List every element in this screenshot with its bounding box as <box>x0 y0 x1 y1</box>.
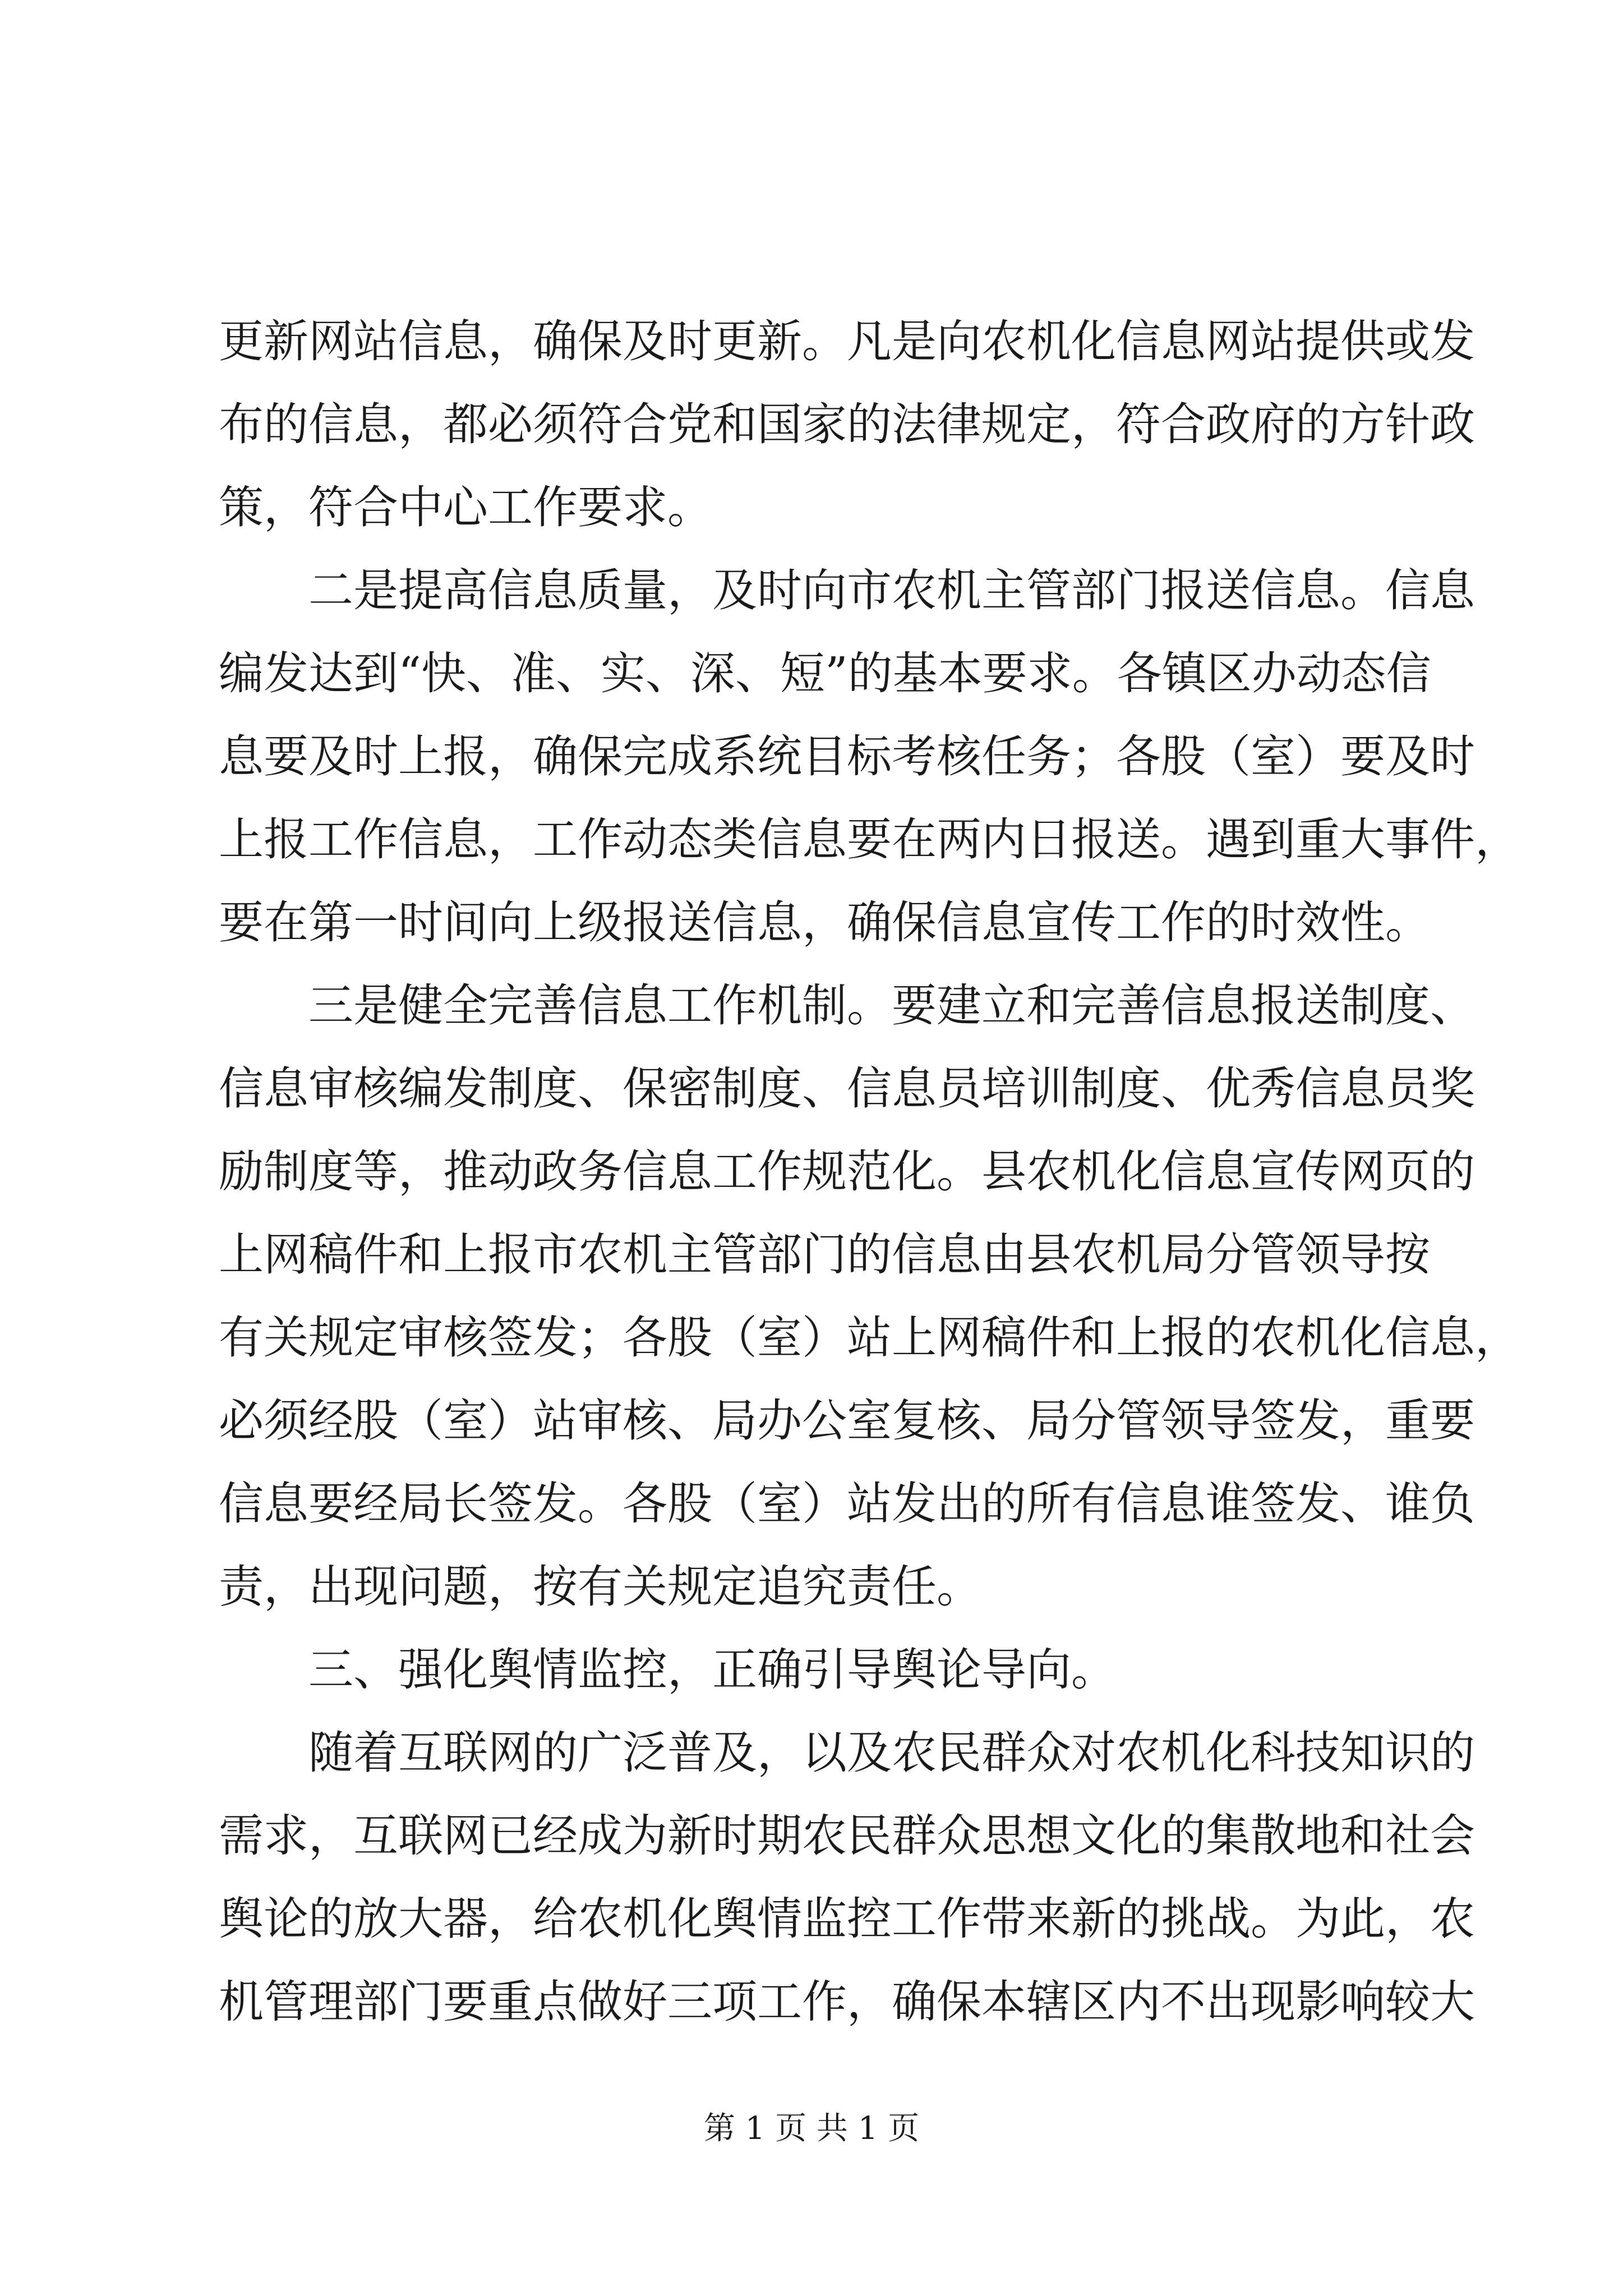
text-line: 三是健全完善信息工作机制。要建立和完善信息报送制度、 <box>308 979 1475 1032</box>
text-line: 励制度等，推动政务信息工作规范化。县农机化信息宣传网页的 <box>219 1145 1475 1198</box>
text-line: 要在第一时间向上级报送信息，确保信息宣传工作的时效性。 <box>219 896 1430 949</box>
text-line: 舆论的放大器，给农机化舆情监控工作带来新的挑战。为此，农 <box>219 1893 1475 1945</box>
text-line: 三、强化舆情监控，正确引导舆论导向。 <box>308 1644 1116 1696</box>
text-line: 上报工作信息，工作动态类信息要在两内日报送。遇到重大事件， <box>219 813 1520 866</box>
document-body <box>219 300 1520 2044</box>
text-line: 随着互联网的广泛普及，以及农民群众对农机化科技知识的 <box>308 1727 1475 1779</box>
text-line: 责，出现问题，按有关规定追究责任。 <box>219 1561 981 1613</box>
text-line: 编发达到“快、准、实、深、短”的基本要求。各镇区办动态信 <box>219 647 1431 700</box>
text-line: 信息审核编发制度、保密制度、信息员培训制度、优秀信息员奖 <box>219 1062 1475 1115</box>
text-line: 布的信息，都必须符合党和国家的法律规定，符合政府的方针政 <box>219 398 1475 450</box>
text-line: 息要及时上报，确保完成系统目标考核任务；各股（室）要及时 <box>219 730 1475 783</box>
text-line: 机管理部门要重点做好三项工作，确保本辖区内不出现影响较大 <box>219 1976 1475 2028</box>
text-line: 更新网站信息，确保及时更新。凡是向农机化信息网站提供或发 <box>219 315 1475 367</box>
page-footer: 第 1 页 共 1 页 <box>703 2110 920 2147</box>
text-line: 策，符合中心工作要求。 <box>219 481 712 533</box>
text-line: 上网稿件和上报市农机主管部门的信息由县农机局分管领导按 <box>219 1228 1430 1281</box>
text-line: 信息要经局长签发。各股（室）站发出的所有信息谁签发、谁负 <box>219 1478 1475 1530</box>
text-line: 二是提高信息质量，及时向市农机主管部门报送信息。信息 <box>308 564 1475 616</box>
text-line: 有关规定审核签发；各股（室）站上网稿件和上报的农机化信息， <box>219 1312 1520 1364</box>
text-line: 需求，互联网已经成为新时期农民群众思想文化的集散地和社会 <box>219 1810 1475 1862</box>
text-line: 必须经股（室）站审核、局办公室复核、局分管领导签发，重要 <box>219 1395 1475 1447</box>
